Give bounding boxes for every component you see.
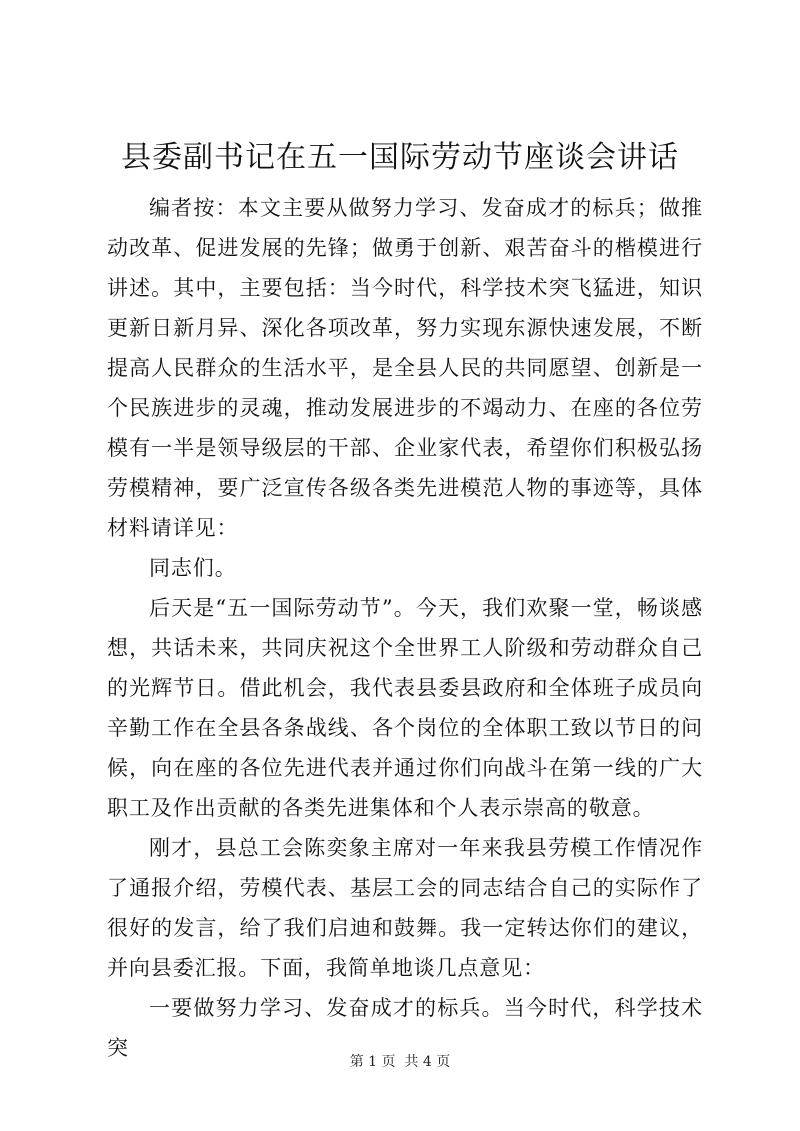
editor-note-paragraph: 编者按：本文主要从做努力学习、发奋成才的标兵；做推动改革、促进发展的先锋；做勇于创新、艰苦奋斗的楷模进行讲述。其中，主要包括：当今时代，科学技术突飞猛进，知识更新日新月异、深化各项改革，努力实现东源快速发展，不断提高人民群众的生活水平，是全县人民的共同愿望、创新是一个民族进步的灵魂，推动发展进步的不竭动力、在座的各位劳模有一半是领导级层的干部、企业家代表，希望你们积极弘扬劳模精神，要广泛宣传各级各类先进模范人物的事迹等，具体材料请详见： <box>107 196 703 540</box>
document-body <box>107 188 703 1068</box>
body-paragraph-holiday: 后天是“五一国际劳动节”。今天，我们欢聚一堂，畅谈感想，共话未来，共同庆祝这个全世界工人阶级和劳动群众自己的光辉节日。借此机会，我代表县委县政府和全体班子成员向辛勤工作在全县各条战线、各个岗位的全体职工致以节日的问候，向在座的各位先进代表并通过你们向战斗在第一线的广大职工及作出贡献的各类先进集体和个人表示崇高的敬意。 <box>107 596 703 820</box>
salutation-paragraph: 同志们。 <box>149 556 237 580</box>
body-paragraph-point-one: 一要做努力学习、发奋成才的标兵。当今时代，科学技术突 <box>107 996 703 1060</box>
page-footer <box>0 1052 800 1072</box>
body-paragraph-report: 刚才，县总工会陈奕象主席对一年来我县劳模工作情况作了通报介绍，劳模代表、基层工会的同志结合自己的实际作了很好的发言，给了我们启迪和鼓舞。我一定转达你们的建议，并向县委汇报。下面，我简单地谈几点意见： <box>107 836 703 980</box>
page-number-label: 第 1 页 共 4 页 <box>349 1054 451 1070</box>
document-title: 县委副书记在五一国际劳动节座谈会讲话 <box>121 140 679 175</box>
